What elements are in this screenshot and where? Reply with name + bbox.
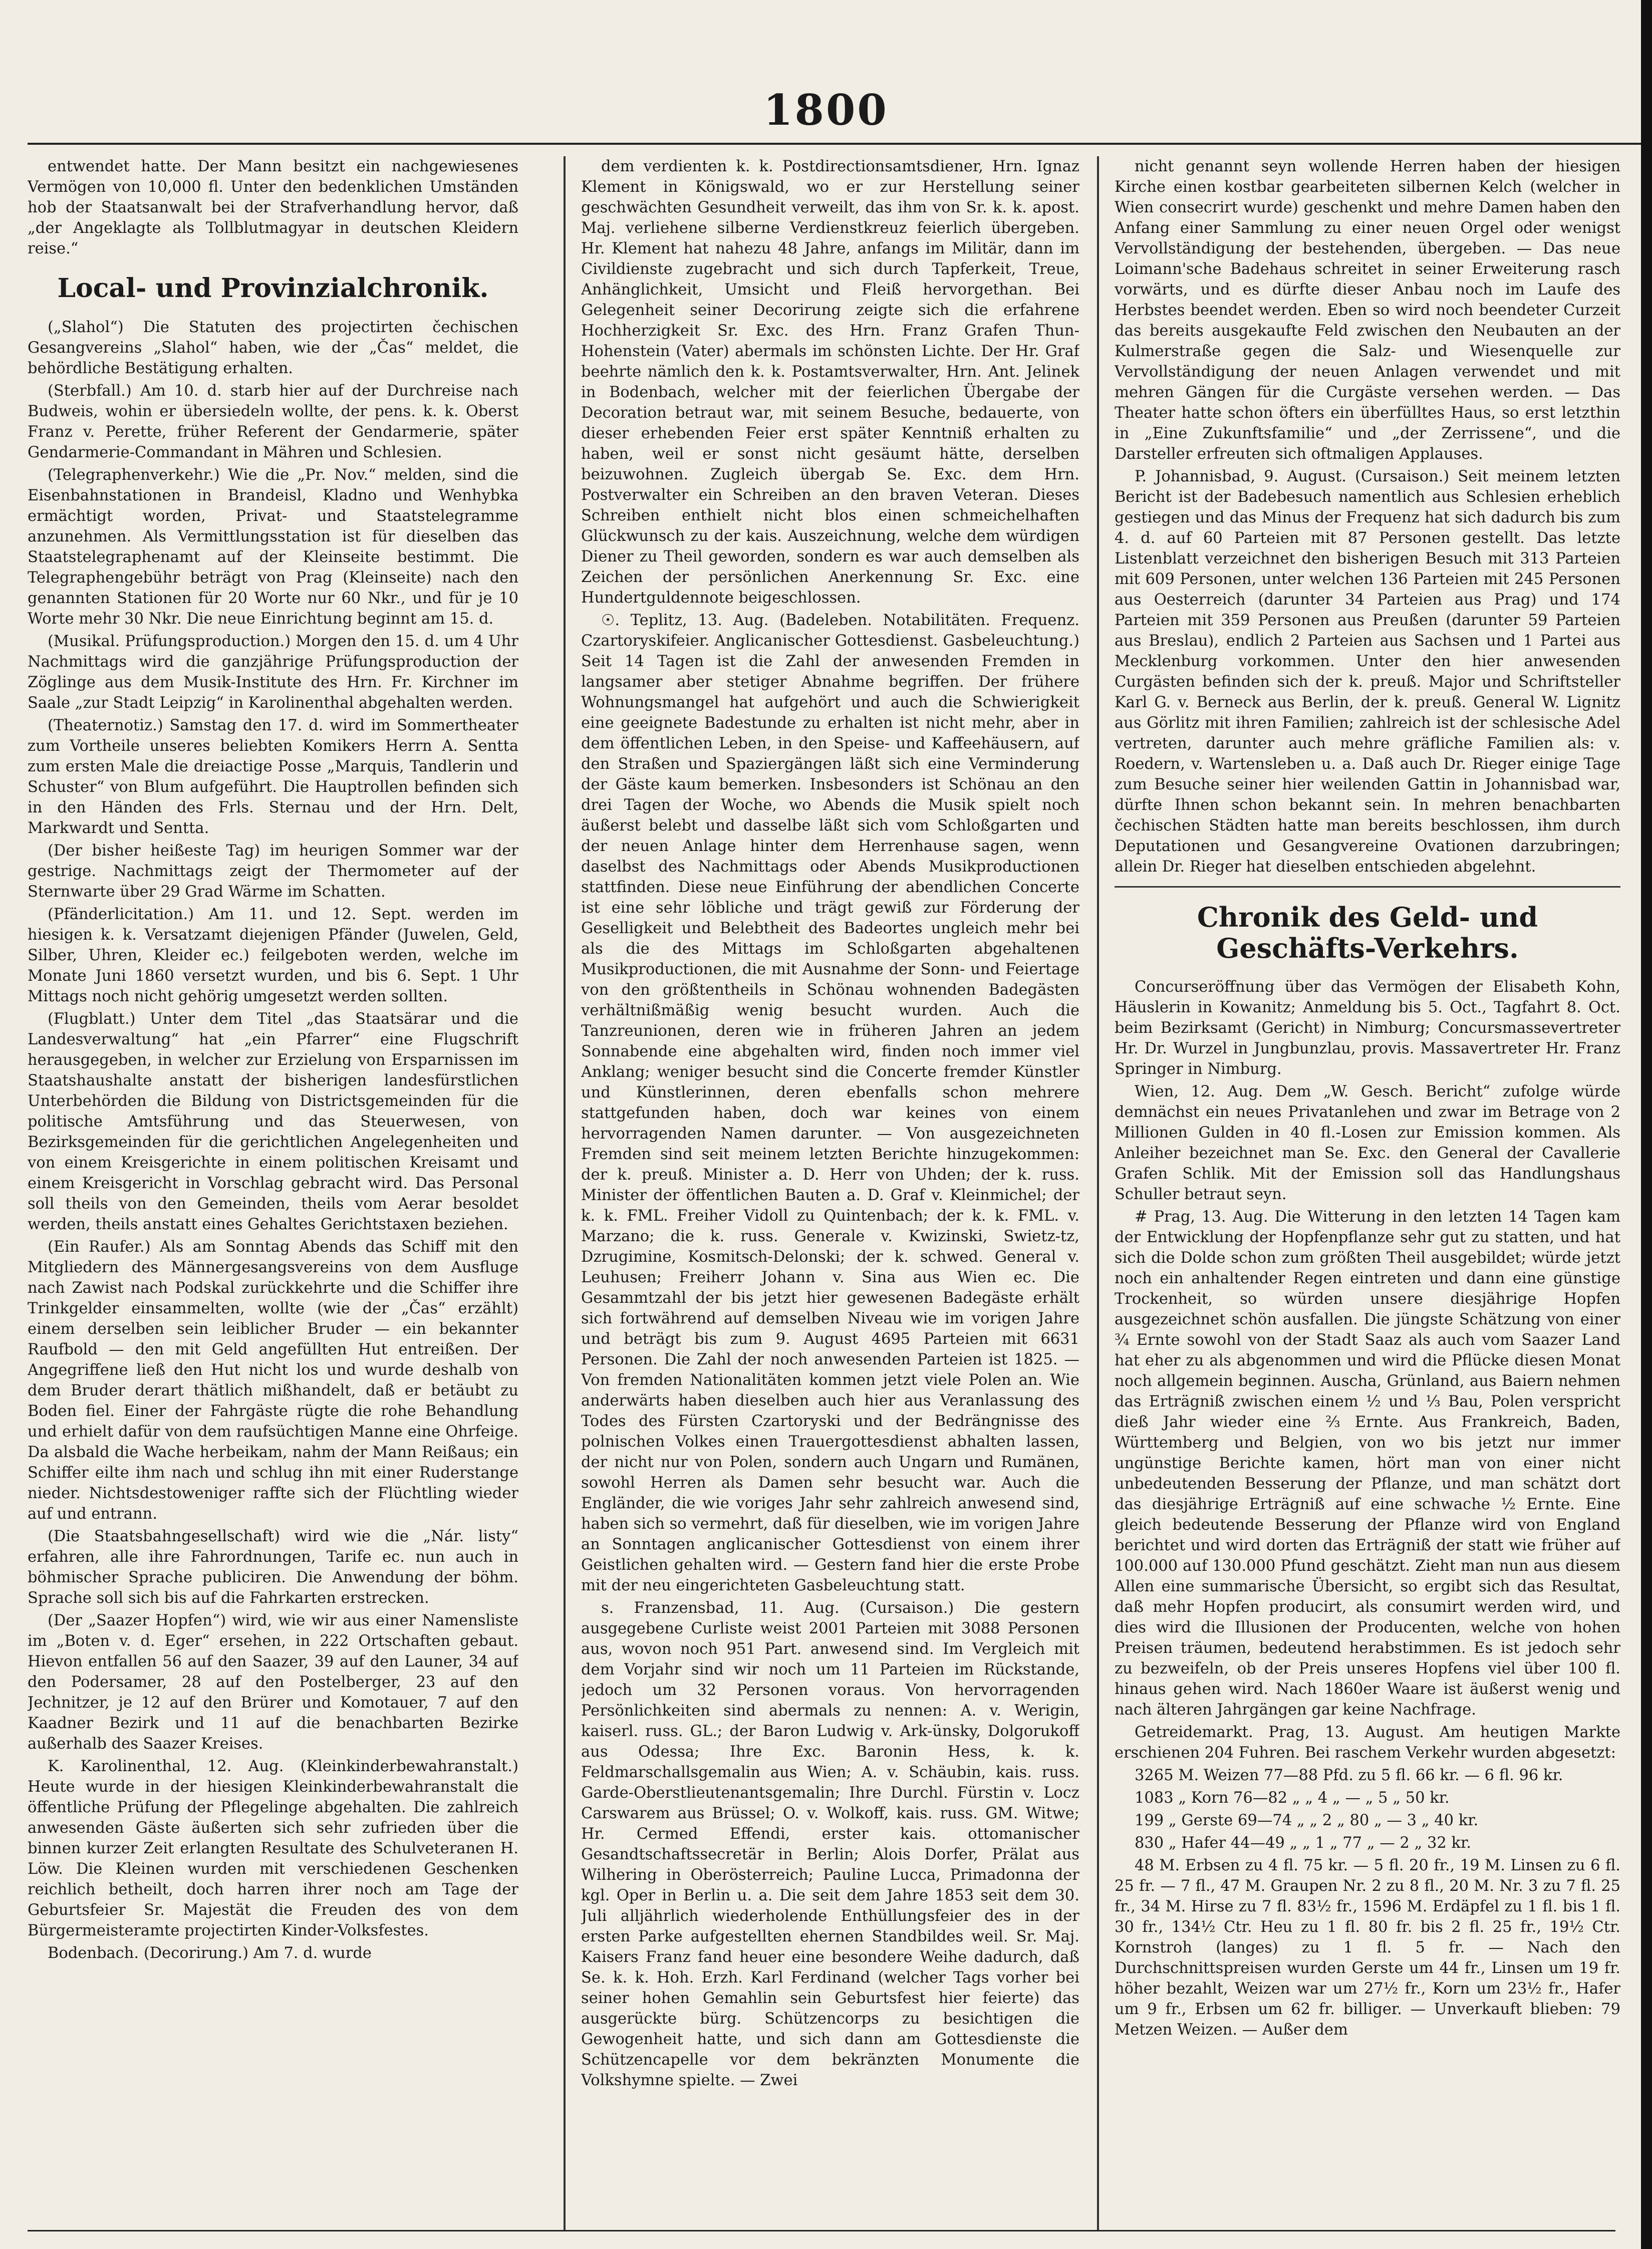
- market-row: 830 „ Hafer 44—49 „ „ 1 „ 77 „ — 2 „ 32 kr.: [1135, 1834, 1471, 1852]
- footer-rule: [28, 2230, 1615, 2231]
- news-item: (Flugblatt.) Unter dem Titel „das Staatsärar und die Landesverwaltung“ hat „ein Pfarrer“ eine Flugschrift herausgegeben, in welcher zur Erzielung von Ersparnissen im Staatshaushalte anstatt der bisherigen landesfürstlichen Unterbehörden die Bildung von Districtsgemeinden für die politische Amtsführung und das Steuerwesen, von Bezirksgemeinden für die gerichtlichen Angelegenheiten und von einem Kreisgerichte in einem politischen Kreisamt und einem Kreisgericht in Vorschlag gebracht wird. Das Personal soll theils von den Gemeinden, theils vom Aerar besoldet werden, theils anstatt eines Gehaltes Gerichtstaxen beziehen.: [28, 1010, 518, 1233]
- news-item: Wien, 12. Aug. Dem „W. Gesch. Bericht“ zufolge würde demnächst ein neues Privatanlehen und zwar im Betrage von 2 Millionen Gulden in 40 fl.-Losen zur Emission kommen. Als Anleiher bezeichnet man Se. Exc. den General der Cavallerie Grafen Schlik. Mit der Emission soll das Handlungshaus Schuller betraut seyn.: [1115, 1083, 1620, 1203]
- header-rule: [28, 143, 1645, 145]
- news-item: 48 M. Erbsen zu 4 fl. 75 kr. — 5 fl. 20 fr., 19 M. Linsen zu 6 fl. 25 fr. — 7 fl., 47 M. Graupen Nr. 2 zu 8 fl., 20 M. Nr. 3 zu 7 fl. 25 fr., 34 M. Hirse zu 7 fl. 83½ fr., 1596 M. Erdäpfel zu 1 fl. bis 1 fl. 30 fr., 134½ Ctr. Heu zu 1 fl. 80 fr. bis 2 fl. 25 fr., 19½ Ctr. Kornstroh (langes) zu 1 fl. 5 fr. — Nach den Durchschnittspreisen wurden Gerste um 44 fr., Linsen um 19 fr. höher bezahlt, Weizen war um 27½ fr., Korn um 23½ fr., Hafer um 9 fr., Erbsen um 62 fr. billiger. — Unverkauft blieben: 79 Metzen Weizen. — Außer dem: [1115, 1857, 1620, 2039]
- column-1: [28, 156, 518, 2235]
- news-item: (Pfänderlicitation.) Am 11. und 12. Sept. werden im hiesigen k. k. Versatzamt diejenigen Pfänder (Juwelen, Geld, Silber, Uhren, Kleider ec.) feilgeboten werden, welche im Monate Juni 1860 versetzt wurden, und bis 6. Sept. 1 Uhr Mittags noch nicht gehörig umgesetzt werden sollten.: [28, 906, 518, 1005]
- news-item: (Der bisher heißeste Tag) im heurigen Sommer war der gestrige. Nachmittags zeigt der Thermometer auf der Sternwarte über 29 Grad Wärme im Schatten.: [28, 842, 518, 901]
- news-item: (Musikal. Prüfungsproduction.) Morgen den 15. d. um 4 Uhr Nachmittags wird die ganzjährige Prüfungsproduction der Zöglinge aus dem Musik-Institute des Hrn. Fr. Kirchner im Saale „zur Stadt Leipzig“ in Karolinenthal abgehalten werden.: [28, 633, 518, 712]
- section-rule: [1115, 886, 1620, 888]
- news-item: ☉. Teplitz, 13. Aug. (Badeleben. Notabilitäten. Frequenz. Czartoryskifeier. Anglicanischer Gottesdienst. Gasbeleuchtung.) Seit 14 Tagen ist die Zahl der anwesenden Fremden in langsamer aber stetiger Abnahme begriffen. Der frühere Wohnungsmangel hat aufgehört und auch die Schwierigkeit eine geeignete Badestunde zu erhalten ist nicht mehr, aber in dem öffentlichen Leben, in den Speise- und Kaffeehäusern, auf den Straßen und Spaziergängen läßt sich eine Verminderung der Gäste kaum bemerken. Insbesonders ist Schönau an den drei Tagen der Woche, wo Abends die Musik spielt noch äußerst belebt und dasselbe läßt sich vom Schloßgarten und der neuen Anlage hinter dem Herrenhause sagen, wenn daselbst des Nachmittags oder Abends Musikproductionen stattfinden. Diese neue Einführung der abendlichen Concerte ist eine sehr löbliche und trägt gewiß zur Förderung der Geselligkeit und Belebtheit des Badeortes ungleich mehr bei als die des Mittags im Schloßgarten abgehaltenen Musikproductionen, die mit Ausnahme der Sonn- und Feiertage von den größtentheils in Schönau wohnenden Badegästen verhältnißmäßig wenig besucht wurden. Auch die Tanzreunionen, deren wie in früheren Jahren an jedem Sonnabende eine abgehalten wird, finden noch immer viel Anklang; weniger besucht sind die Concerte fremder Künstler und Künstlerinnen, deren ebenfalls schon mehrere stattgefunden haben, doch war keines von einem hervorragenden Namen darunter. — Von ausgezeichneten Fremden sind seit meinem letzten Berichte hinzugekommen: der k. preuß. Minister a. D. Herr von Uhden; der k. russ. Minister der öffentlichen Bauten a. D. Graf v. Kleinmichel; der k. k. FML. Freiher Vidoll zu Quintenbach; der k. k. FML. v. Marzano; die k. russ. Generale v. Kwizinski, Swietz-tz, Dzrugimine, Kosmitsch-Delonski; der k. schwed. General v. Leuhusen; Freiherr Johann v. Sina aus Wien ec. Die Gesammtzahl der bis jetzt hier gewesenen Badegäste erhält sich fortwährend auf demselben Niveau wie im vorigen Jahre und beträgt bis zum 9. August 4695 Parteien mit 6631 Personen. Die Zahl der noch anwesenden Parteien ist 1825. — Von fremden Nationalitäten kommen jetzt viele Polen an. Wie anderwärts haben dieselben auch hier aus Veranlassung des Todes des Fürsten Czartoryski und der Bedrängnisse des polnischen Volkes einen Trauergottesdienst abhalten lassen, der nicht nur von Polen, sondern auch Ungarn und Rumänen, sowohl Herren als Damen sehr besucht war. Auch die Engländer, die wie voriges Jahr sehr zahlreich anwesend sind, haben sich so vermehrt, daß für dieselben, wie im vorigen Jahre an Sonntagen anglicanischer Gottesdienst von einem ihrer Geistlichen gehalten wird. — Gestern fand hier die erste Probe mit der neu eingerichteten Gasbeleuchtung statt.: [581, 612, 1079, 1594]
- news-item: dem verdienten k. k. Postdirectionsamtsdiener, Hrn. Ignaz Klement in Königswald, wo er zur Herstellung seiner geschwächten Gesundheit verweilt, das ihm von Sr. k. k. apost. Maj. verliehene silberne Verdienstkreuz feierlich übergeben. Hr. Klement hat nahezu 48 Jahre, anfangs im Militär, dann im Civildienste zugebracht und sich durch Tapferkeit, Treue, Anhänglichkeit, Umsicht und Fleiß hervorgethan. Bei Gelegenheit seiner Decorirung zeigte sich die erfahrene Hochherzigkeit Sr. Exc. des Hrn. Franz Grafen Thun-Hohenstein (Vater) abermals im schönsten Lichte. Der Hr. Graf beehrte nämlich den k. k. Postamtsverwalter, Hrn. Ant. Jelinek in Bodenbach, welcher mit der feierlichen Übergabe der Decoration betraut war, mit seinem Besuche, bedauerte, von dieser erhebenden Feier erst später Kenntniß erhalten zu haben, weil er sonst nicht gesäumt hätte, derselben beizuwohnen. Zugleich übergab Se. Exc. dem Hrn. Postverwalter ein Schreiben an den braven Veteran. Dieses Schreiben enthielt nicht blos einen schmeichelhaften Glückwunsch zu der kais. Auszeichnung, welche dem würdigen Diener zu Theil geworden, sondern es war auch demselben als Zeichen der persönlichen Anerkennung Sr. Exc. eine Hundertguldennote beigeschlossen.: [581, 158, 1079, 607]
- scan-edge: [1641, 0, 1652, 2249]
- news-item: P. Johannisbad, 9. August. (Cursaison.) Seit meinem letzten Bericht ist der Badebesuch namentlich aus Schlesien erheblich gestiegen und das Minus der Frequenz hat sich dadurch bis zum 4. d. auf 60 Parteien mit 87 Personen gestellt. Das letzte Listenblatt verzeichnet den bisherigen Besuch mit 313 Parteien mit 609 Personen, unter welchen 136 Parteien mit 245 Personen aus Oesterreich (darunter 34 Parteien aus Prag) und 174 Parteien mit 359 Personen aus Preußen (darunter 59 Parteien aus Breslau), endlich 2 Parteien aus Sachsen und 1 Partei aus Mecklenburg vorkommen. Unter den hier anwesenden Curgästen befinden sich der k. preuß. Major und Schriftsteller Karl G. v. Berneck aus Berlin, der k. preuß. General W. Lignitz aus Görlitz mit ihren Familien; zahlreich ist der schlesische Adel vertreten, darunter auch mehre gräfliche Familien als: v. Roedern, v. Wartensleben u. a. Daß auch Dr. Rieger einige Tage zum Besuche seiner hier weilenden Gattin in Johannisbad war, dürfte Ihnen schon bekannt sein. In mehren benachbarten čechischen Städten hatte man bereits beschlossen, ihm durch Deputationen und Gesangvereine Ovationen darzubringen; allein Dr. Rieger hat dieselben entschieden abgelehnt.: [1115, 468, 1620, 876]
- market-row: 1083 „ Korn 76—82 „ „ 4 „ — „ 5 „ 50 kr.: [1135, 1789, 1450, 1807]
- news-item: K. Karolinenthal, 12. Aug. (Kleinkinderbewahranstalt.) Heute wurde in der hiesigen Kleinkinderbewahranstalt die öffentliche Prüfung der Pflegelinge abgehalten. Die zahlreich anwesenden Gäste äußerten sich sehr zufrieden über die binnen kurzer Zeit erlangten Resultate des Schulveteranen H. Löw. Die Kleinen wurden mit verschiedenen Geschenken reichlich betheilt, doch harren ihrer noch am Tage der Geburtsfeier Sr. Majestät die Freuden des von dem Bürgermeisteramte projectirten Kinder-Volksfestes.: [28, 1758, 518, 1939]
- column-divider: [1097, 156, 1099, 2230]
- news-item: (Telegraphenverkehr.) Wie die „Pr. Nov.“ melden, sind die Eisenbahnstationen in Brandeisl, Kladno und Wenhybka ermächtigt worden, Privat- und Staatstelegramme anzunehmen. Als Vermittlungsstation ist für dieselben das Staatstelegraphenamt auf der Kleinseite bestimmt. Die Telegraphengebühr beträgt von Prag (Kleinseite) nach den genannten Stationen für 20 Worte nur 60 Nkr., und für je 10 Worte mehr 30 Nkr. Die neue Einrichtung beginnt am 15. d.: [28, 466, 518, 628]
- section-title-local-chronicle: Local- und Provinzialchronik.: [57, 273, 489, 304]
- news-item: (Die Staatsbahngesellschaft) wird wie die „Nár. listy“ erfahren, alle ihre Fahrordnungen, Tarife ec. nun auch in böhmischer Sprache publiciren. Die Anwendung der böhm. Sprache soll sich bis auf die Fahrkarten erstrecken.: [28, 1528, 518, 1607]
- market-row: 3265 M. Weizen 77—88 Pfd. zu 5 fl. 66 kr. — 6 fl. 96 kr.: [1135, 1767, 1563, 1784]
- column-2: [581, 156, 1079, 2235]
- news-item: (Ein Raufer.) Als am Sonntag Abends das Schiff mit den Mitgliedern des Männergesangsvereins von dem Ausfluge nach Zawist nach Podskal zurückkehrte und die Schiffer ihre Trinkgelder einsammelten, wollte (wie der „Čas“ erzählt) einem derselben sein leiblicher Bruder — ein bekannter Raufbold — den mit Geld angefüllten Hut entreißen. Der Angegriffene ließ den Hut nicht los und wurde deshalb von dem Bruder derart thätlich mißhandelt, daß er betäubt zu Boden fiel. Einer der Fahrgäste rügte die rohe Behandlung und erhielt dafür von dem raufsüchtigen Manne eine Ohrfeige. Da alsbald die Wache herbeikam, nahm der Mann Reißaus; ein Schiffer eilte ihm nach und schlug ihn mit einer Ruderstange nieder. Nichtsdestoweniger raffte sich der Flüchtling wieder auf und entrann.: [28, 1238, 518, 1523]
- news-item: Bodenbach. (Decorirung.) Am 7. d. wurde: [48, 1944, 372, 1962]
- news-item: („Slahol“) Die Statuten des projectirten čechischen Gesangvereins „Slahol“ haben, wie der „Čas“ meldet, die behördliche Bestätigung erhalten.: [28, 319, 518, 377]
- column-divider: [564, 156, 566, 2230]
- article-continuation: entwendet hatte. Der Mann besitzt ein nachgewiesenes Vermögen von 10,000 fl. Unter den bedenklichen Umständen hob der Staatsanwalt bei der Strafverhandlung hervor, daß „der Angeklagte als Tollblutmagyar in deutschen Kleidern reise.“: [28, 158, 518, 257]
- section-title-money-business: Chronik des Geld- und Geschäfts-Verkehrs.: [1197, 901, 1538, 964]
- news-item: s. Franzensbad, 11. Aug. (Cursaison.) Die gestern ausgegebene Curliste weist 2001 Parteien mit 3088 Personen aus, wovon noch 951 Part. anwesend sind. Im Vergleich mit dem Vorjahr sind wir noch um 11 Parteien im Rückstande, jedoch um 32 Personen voraus. Von hervorragenden Persönlichkeiten sind abermals zu nennen: A. v. Werigin, kaiserl. russ. GL.; der Baron Ludwig v. Ark-ünsky, Dolgorukoff aus Odessa; Ihre Exc. Baronin Hess, k. k. Feldmarschallsgemalin aus Wien; A. v. Schäubin, kais. russ. Garde-Oberstlieutenantsgemalin; Ihre Durchl. Fürstin v. Locz Carswarem aus Brüssel; O. v. Wolkoff, kais. russ. GM. Witwe; Hr. Cermed Effendi, erster kais. ottomanischer Gesandtschaftssecretär in Berlin; Alois Dorfer, Prälat aus Wilhering in Oberösterreich; Pauline Lucca, Primadonna der kgl. Oper in Berlin u. a. Die seit dem Jahre 1853 seit dem 30. Juli alljährlich wiederholende Enthüllungsfeier des in der ersten Parke aufgestellten ehernen Standbildes weil. Sr. Maj. Kaisers Franz fand heuer eine besondere Weihe dadurch, daß Se. k. k. Hoh. Erzh. Karl Ferdinand (welcher Tags vorher bei seiner hohen Gemahlin sein Geburtsfest hier feierte) das ausgerückte bürg. Schützencorps zu besichtigen die Gewogenheit hatte, und sich dann am Gottesdienste die Schützencapelle vor dem bekränzten Monumente die Volkshymne spielte. — Zwei: [581, 1599, 1079, 2089]
- news-item: (Sterbfall.) Am 10. d. starb hier auf der Durchreise nach Budweis, wohin er übersiedeln wollte, der pens. k. k. Oberst Franz v. Perette, früher Referent der Gendarmerie, später Gendarmerie-Commandant in Mähren und Schlesien.: [28, 382, 518, 461]
- news-item: Getreidemarkt. Prag, 13. August. Am heutigen Markte erschienen 204 Fuhren. Bei raschem Verkehr wurden abgesetzt:: [1115, 1724, 1620, 1762]
- news-item: Concurseröffnung über das Vermögen der Elisabeth Kohn, Häuslerin in Kowanitz; Anmeldung bis 5. Oct., Tagfahrt 8. Oct. beim Bezirksamt (Gericht) in Nimburg; Concursmassevertreter Hr. Dr. Wurzel in Jungbunzlau, provis. Massavertreter Hr. Franz Springer in Nimburg.: [1115, 978, 1620, 1078]
- news-item: # Prag, 13. Aug. Die Witterung in den letzten 14 Tagen kam der Entwicklung der Hopfenpflanze sehr gut zu statten, und hat sich die Dolde schon zum größten Theil ausgebildet; würde jetzt noch ein anhaltender Regen eintreten und dann eine günstige Trockenheit, so würden unsere diesjährige Hopfen ausgezeichnet schön ausfallen. Die jüngste Schätzung von einer ¾ Ernte sowohl von der Stadt Saaz als auch vom Saazer Land hat eher zu als abgenommen und wird die Pflücke diesen Monat noch allgemein beginnen. Auscha, Grünland, aus Baiern nehmen das Erträgniß zwischen einem ½ und ⅓ Bau, Polen verspricht dieß Jahr wieder eine ⅔ Ernte. Aus Frankreich, Baden, Württemberg und Belgien, von wo bis jetzt nur immer ungünstige Berichte kamen, hört man von einer nicht unbedeutenden Besserung der Pflanze, und man schätzt dort das diesjährige Erträgniß auf eine schwache ½ Ernte. Eine gleich bedeutende Besserung der Pflanze wird von England berichtet und wird dorten das Erträgniß der statt wie früher auf 100.000 auf 130.000 Pfund geschätzt. Zieht man nun aus diesem Allen eine summarische Übersicht, so ergibt sich das Resultat, daß mehr Hopfen producirt, als consumirt werden wird, und dies wird die Illusionen der Producenten, welche von hohen Preisen träumen, bedeutend herabstimmen. Es ist jedoch sehr zu bezweifeln, ob der Preis unseres Hopfens viel über 100 fl. hinaus gehen wird. Nach 1860er Waare ist äußerst wenig und nach älteren Jahrgängen gar keine Nachfrage.: [1115, 1208, 1620, 1719]
- page-number: 1800: [763, 85, 889, 135]
- market-row: 199 „ Gerste 69—74 „ „ 2 „ 80 „ — 3 „ 40 kr.: [1135, 1812, 1479, 1829]
- news-item: nicht genannt seyn wollende Herren haben der hiesigen Kirche einen kostbar gearbeiteten silbernen Kelch (welcher in Wien consecrirt wurde) geschenkt und mehre Damen haben den Anfang einer Sammlung zu einer neuen Orgel oder wenigst Vervollständigung der bestehenden, übergeben. — Das neue Loimann'sche Badehaus schreitet in seiner Erweiterung rasch vorwärts, und es dürfte dieser Anbau noch im Laufe des Herbstes beendet werden. Eben so wird noch beendeter Curzeit das bereits ausgekaufte Feld zwischen den Neubauten an der Kulmerstraße gegen die Salz- und Wiesenquelle zur Vervollständigung der neuen Anlagen verwendet und mit mehren Gängen für die Curgäste versehen werden. — Das Theater hatte schon öfters ein überfülltes Haus, so erst letzthin in „Eine Zukunftsfamilie“ und „der Zerrissene“, und die Darsteller erfreuten sich oftmaligen Applauses.: [1115, 158, 1620, 463]
- news-item: (Theaternotiz.) Samstag den 17. d. wird im Sommertheater zum Vortheile unseres beliebten Komikers Herrn A. Sentta zum ersten Male die dreiactige Posse „Marquis, Tandlerin und Schuster“ von Blum aufgeführt. Die Hauptrollen befinden sich in den Händen des Frls. Sternau und der Hrn. Delt, Markwardt und Sentta.: [28, 717, 518, 837]
- column-3: [1115, 156, 1620, 2235]
- news-item: (Der „Saazer Hopfen“) wird, wie wir aus einer Namensliste im „Boten v. d. Eger“ ersehen, in 222 Ortschaften gebaut. Hievon entfallen 56 auf den Saazer, 39 auf den Launer, 34 auf den Podersamer, 28 auf den Postelberger, 23 auf den Jechnitzer, je 12 auf den Brürer und Komotauer, 7 auf den Kaadner Bezirk und 11 auf die benachbarten Bezirke außerhalb des Saazer Kreises.: [28, 1612, 518, 1753]
